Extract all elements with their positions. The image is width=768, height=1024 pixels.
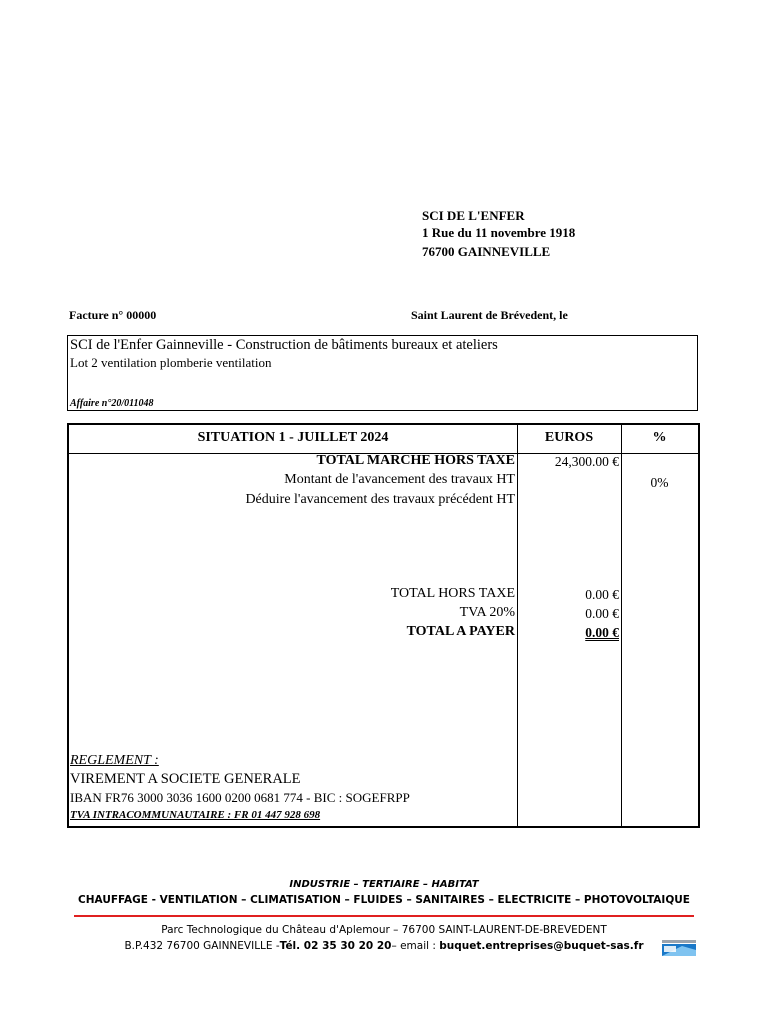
footer-address: Parc Technologique du Château d'Aplemour – 76700 SAINT-LAURENT-DE-BREVEDENT <box>161 924 607 936</box>
project-affaire: Affaire n°20/011048 <box>70 398 154 409</box>
invoice-place-date: Saint Laurent de Brévedent, le <box>411 308 568 322</box>
total-marche-label: TOTAL MARCHE HORS TAXE <box>316 453 515 468</box>
project-lot: Lot 2 ventilation plomberie ventilation <box>70 355 272 370</box>
recipient-street: 1 Rue du 11 novembre 1918 <box>422 225 576 240</box>
footer-email[interactable]: buquet.entreprises@buquet-sas.fr <box>439 940 644 952</box>
situation-table <box>67 423 700 828</box>
project-box <box>67 335 698 411</box>
avancement-percent: 0% <box>650 475 669 490</box>
footer-sectors: INDUSTRIE – TERTIAIRE – HABITAT <box>289 879 479 890</box>
avancement-label: Montant de l'avancement des travaux HT <box>284 472 515 487</box>
invoice-number: Facture n° 00000 <box>69 308 157 322</box>
company-logo-icon <box>662 940 696 956</box>
reglement-method: VIREMENT A SOCIETE GENERALE <box>70 771 301 787</box>
reglement-iban: IBAN FR76 3000 3036 1600 0200 0681 774 - BIC : SOGEFRPP <box>70 790 410 805</box>
tva-value: 0.00 € <box>585 606 619 621</box>
tva-label: TVA 20% <box>459 605 515 620</box>
footer-contact <box>0 940 768 952</box>
header-euros: EUROS <box>544 430 594 445</box>
deduire-label: Déduire l'avancement des travaux précédent HT <box>245 492 515 507</box>
header-situation: SITUATION 1 - JUILLET 2024 <box>197 430 389 445</box>
total-marche-value: 24,300.00 € <box>554 454 619 469</box>
total-payer-label: TOTAL A PAYER <box>406 624 515 639</box>
footer-services: CHAUFFAGE - VENTILATION – CLIMATISATION – FLUIDES – SANITAIRES – ELECTRICITE – PHOTOVOLTAIQUE <box>78 894 690 906</box>
footer-divider <box>74 915 694 917</box>
total-ht-value: 0.00 € <box>585 587 619 602</box>
footer-email-label: – email : <box>391 940 440 952</box>
header-percent: % <box>652 430 667 445</box>
recipient-city: 76700 GAINNEVILLE <box>422 244 551 259</box>
total-payer-value: 0.00 € <box>585 625 619 640</box>
project-title: SCI de l'Enfer Gainneville - Construction de bâtiments bureaux et ateliers <box>70 337 498 353</box>
recipient-address <box>422 207 575 260</box>
recipient-name: SCI DE L'ENFER <box>422 208 525 223</box>
total-ht-label: TOTAL HORS TAXE <box>390 586 515 601</box>
footer-tel: Tél. 02 35 30 20 20 <box>279 940 392 952</box>
footer-bp: B.P.432 76700 GAINNEVILLE - <box>124 940 280 952</box>
tva-intracommunautaire: TVA INTRACOMMUNAUTAIRE : FR 01 447 928 698 <box>70 809 321 821</box>
reglement-title: REGLEMENT : <box>70 753 159 768</box>
